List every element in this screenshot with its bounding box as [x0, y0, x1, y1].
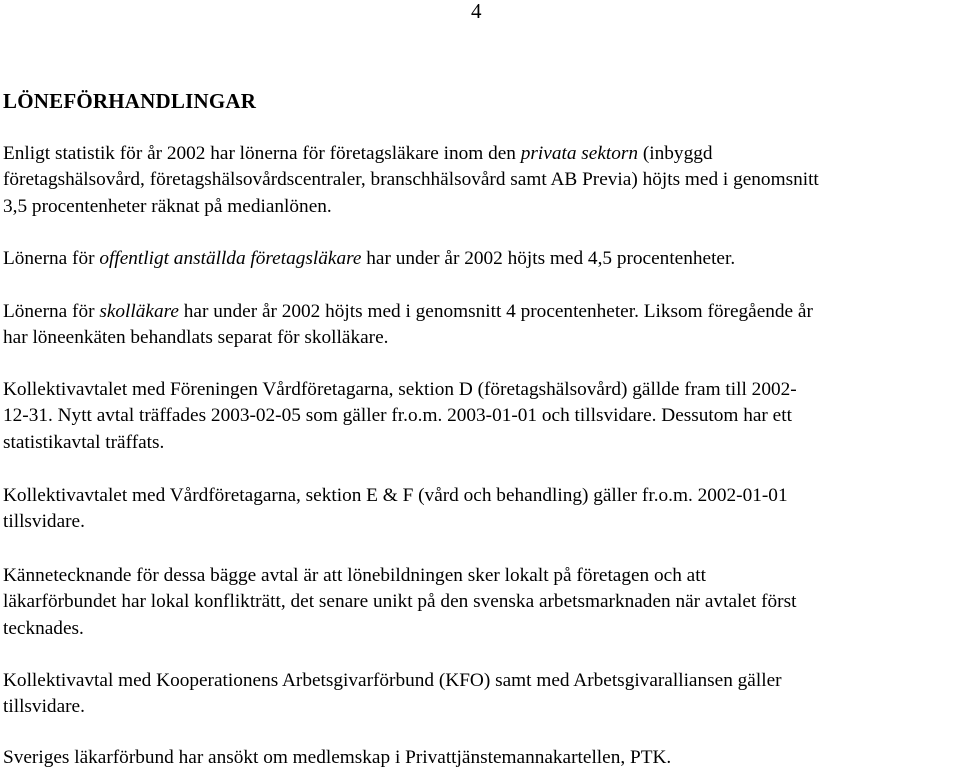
paragraph-private-sector — [3, 141, 957, 220]
paragraph-line: tecknades. — [3, 617, 84, 639]
paragraph-characteristics — [3, 563, 957, 642]
paragraph-public-sector — [3, 246, 957, 272]
paragraph-line: statistikavtal träffats. — [3, 431, 165, 453]
paragraph-line: företagshälsovård, företagshälsovårdscentraler, branschhälsovård samt AB Previa) höjts med i genomsnitt — [3, 169, 819, 191]
paragraph-line: tillsvidare. — [3, 696, 85, 718]
paragraph-line: har löneenkäten behandlats separat för skolläkare. — [3, 327, 389, 349]
paragraph-line: Lönerna för offentligt anställda företagsläkare har under år 2002 höjts med 4,5 procentenheter. — [3, 248, 736, 269]
paragraph-line: Lönerna för skolläkare har under år 2002 höjts med i genomsnitt 4 procentenheter. Liksom föregående år — [3, 301, 813, 322]
paragraph-line: tillsvidare. — [3, 511, 85, 533]
paragraph-agreement-section-ef — [3, 483, 957, 536]
paragraph-line: Enligt statistik för år 2002 har lönerna för företagsläkare inom den privata sektorn (inbyggd — [3, 143, 713, 164]
paragraph-line: Kännetecknande för dessa bägge avtal är att lönebildningen sker lokalt på företagen och att — [3, 565, 706, 586]
paragraph-agreement-section-d — [3, 377, 957, 456]
emphasis-private-sector: privata sektorn — [520, 143, 639, 164]
page-number: 4 — [471, 0, 482, 23]
paragraph-line: läkarförbundet har lokal konflikträtt, det senare unikt på den svenska arbetsmarknaden när avtalet först — [3, 591, 797, 613]
paragraph-school-doctors — [3, 299, 957, 352]
section-heading: LÖNEFÖRHANDLINGAR — [3, 89, 257, 113]
paragraph-line: Kollektivavtalet med Föreningen Vårdföretagarna, sektion D (företagshälsovård) gällde fram till 2002- — [3, 379, 797, 400]
paragraph-line: 12-31. Nytt avtal träffades 2003-02-05 som gäller fr.o.m. 2003-01-01 och tillsvidare. Dessutom har ett — [3, 405, 792, 427]
paragraph-line: Kollektivavtal med Kooperationens Arbetsgivarförbund (KFO) samt med Arbetsgivaralliansen gäller — [3, 670, 782, 691]
emphasis-public-employed: offentligt anställda företagsläkare — [99, 248, 362, 269]
paragraph-line: Kollektivavtalet med Vårdföretagarna, sektion E & F (vård och behandling) gäller fr.o.m. 2002-01-01 — [3, 485, 788, 506]
emphasis-school-doctors: skolläkare — [99, 301, 179, 322]
paragraph-line: Sveriges läkarförbund har ansökt om medlemskap i Privattjänstemannakartellen, PTK. — [3, 747, 672, 768]
paragraph-kfo-agreement — [3, 668, 957, 721]
paragraph-ptk-membership — [3, 745, 957, 771]
paragraph-line: 3,5 procentenheter räknat på medianlönen. — [3, 195, 332, 217]
